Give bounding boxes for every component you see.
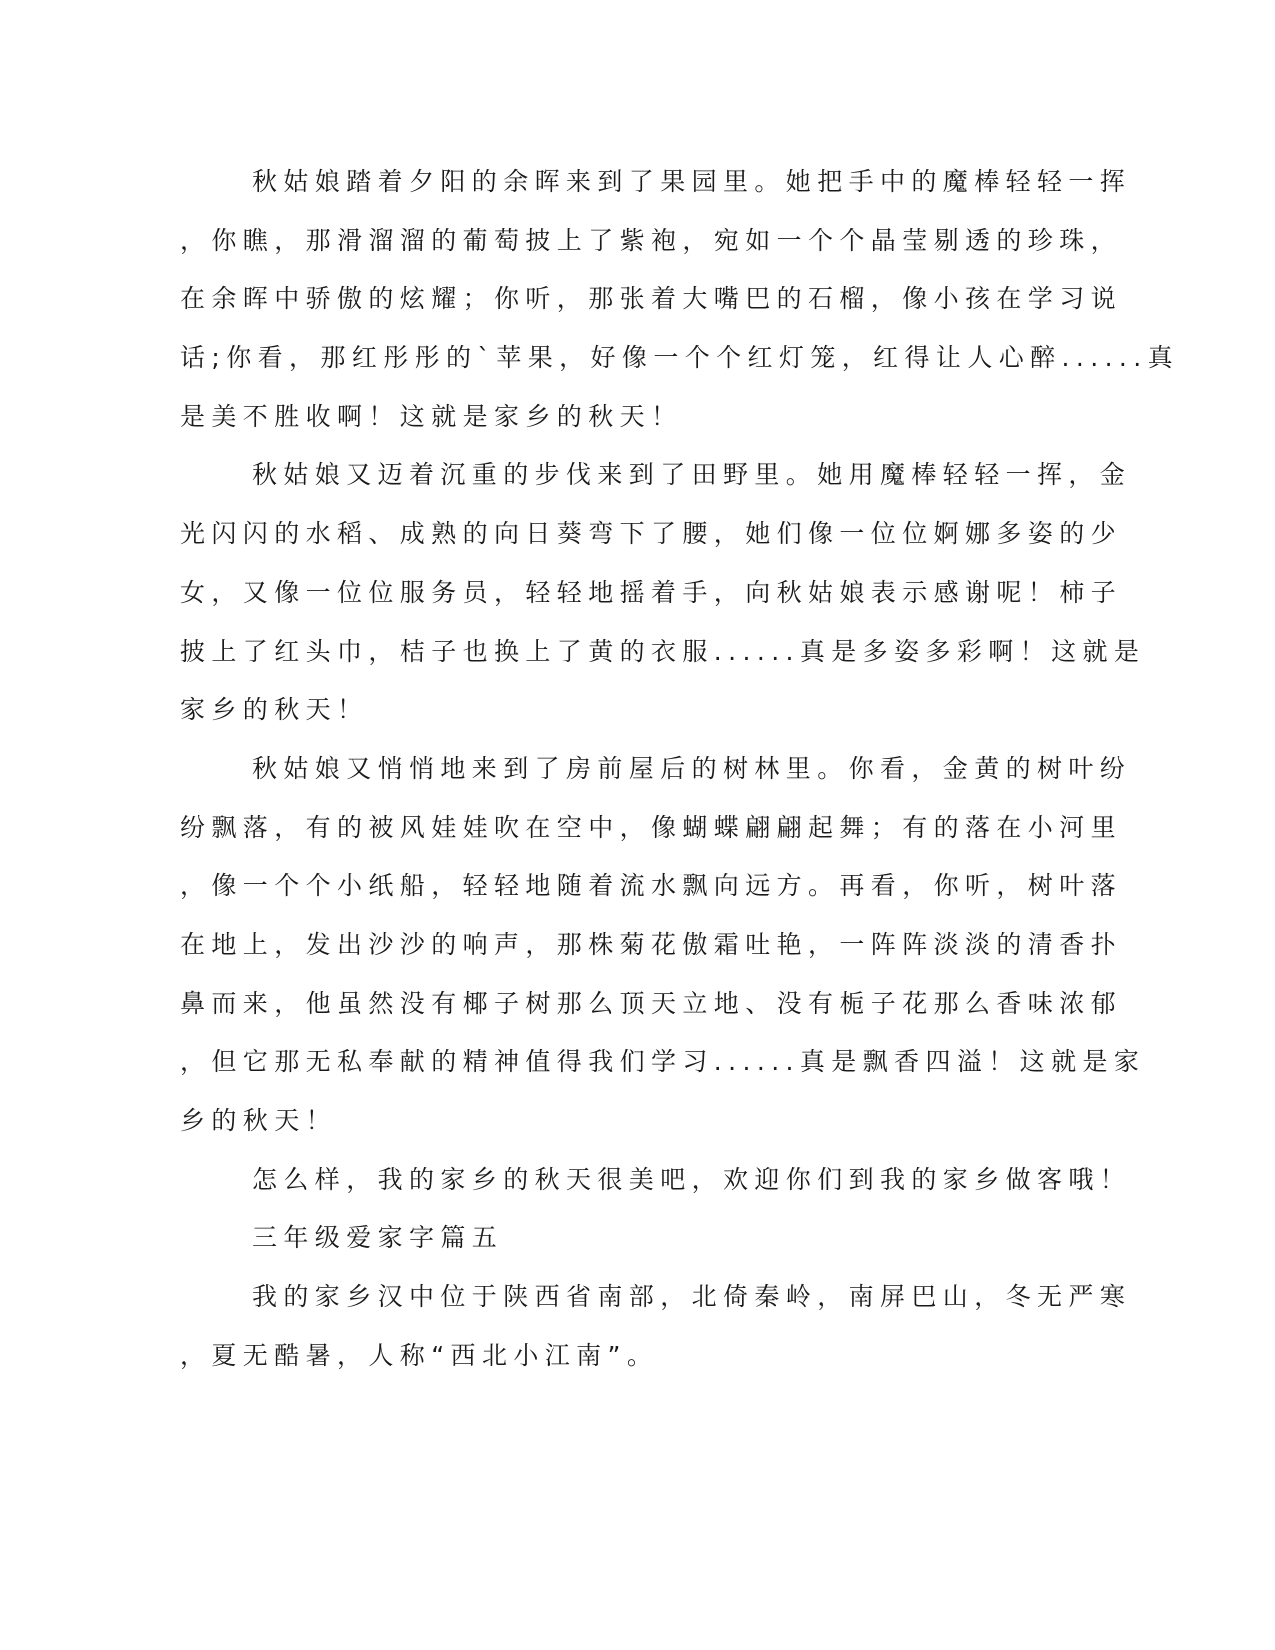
text-line: 三年级爱家字篇五 — [252, 1223, 504, 1253]
text-line: 秋姑娘又悄悄地来到了房前屋后的树林里。你看，金黄的树叶纷 — [252, 753, 1132, 783]
text-line: 秋姑娘又迈着沉重的步伐来到了田野里。她用魔棒轻轻一挥，金 — [252, 460, 1132, 490]
text-line: ，但它那无私奉献的精神值得我们学习......真是飘香四溢！这就是家 — [180, 1047, 1146, 1077]
text-line: 光闪闪的水稻、成熟的向日葵弯下了腰，她们像一位位婀娜多姿的少 — [180, 519, 1123, 549]
text-line: ，像一个个小纸船，轻轻地随着流水飘向远方。再看，你听，树叶落 — [180, 871, 1123, 901]
text-line: 披上了红头巾，桔子也换上了黄的衣服......真是多姿多彩啊！这就是 — [180, 636, 1146, 666]
text-line: ，你瞧，那滑溜溜的葡萄披上了紫袍，宛如一个个晶莹剔透的珍珠， — [180, 225, 1123, 255]
text-line: 家乡的秋天！ — [180, 695, 369, 725]
text-line: 纷飘落，有的被风娃娃吹在空中，像蝴蝶翩翩起舞；有的落在小河里 — [180, 812, 1123, 842]
document-page — [180, 153, 1180, 1385]
text-line: 是美不胜收啊！这就是家乡的秋天！ — [180, 401, 683, 431]
text-line: 女，又像一位位服务员，轻轻地摇着手，向秋姑娘表示感谢呢！柿子 — [180, 577, 1123, 607]
text-line: 话;你看，那红彤彤的`苹果，好像一个个红灯笼，红得让人心醉......真 — [180, 343, 1180, 373]
text-line: 在地上，发出沙沙的响声，那株菊花傲霜吐艳，一阵阵淡淡的清香扑 — [180, 929, 1123, 959]
text-line: 鼻而来，他虽然没有椰子树那么顶天立地、没有栀子花那么香味浓郁 — [180, 988, 1123, 1018]
text-line: 怎么样，我的家乡的秋天很美吧，欢迎你们到我的家乡做客哦！ — [252, 1164, 1132, 1194]
text-line: 秋姑娘踏着夕阳的余晖来到了果园里。她把手中的魔棒轻轻一挥 — [252, 167, 1132, 196]
text-line: 乡的秋天！ — [180, 1106, 338, 1135]
text-line: ，夏无酷暑，人称“西北小江南”。 — [180, 1340, 659, 1370]
text-line: 在余晖中骄傲的炫耀；你听，那张着大嘴巴的石榴，像小孩在学习说 — [180, 284, 1123, 314]
text-line: 我的家乡汉中位于陕西省南部，北倚秦岭，南屏巴山，冬无严寒 — [252, 1282, 1132, 1312]
